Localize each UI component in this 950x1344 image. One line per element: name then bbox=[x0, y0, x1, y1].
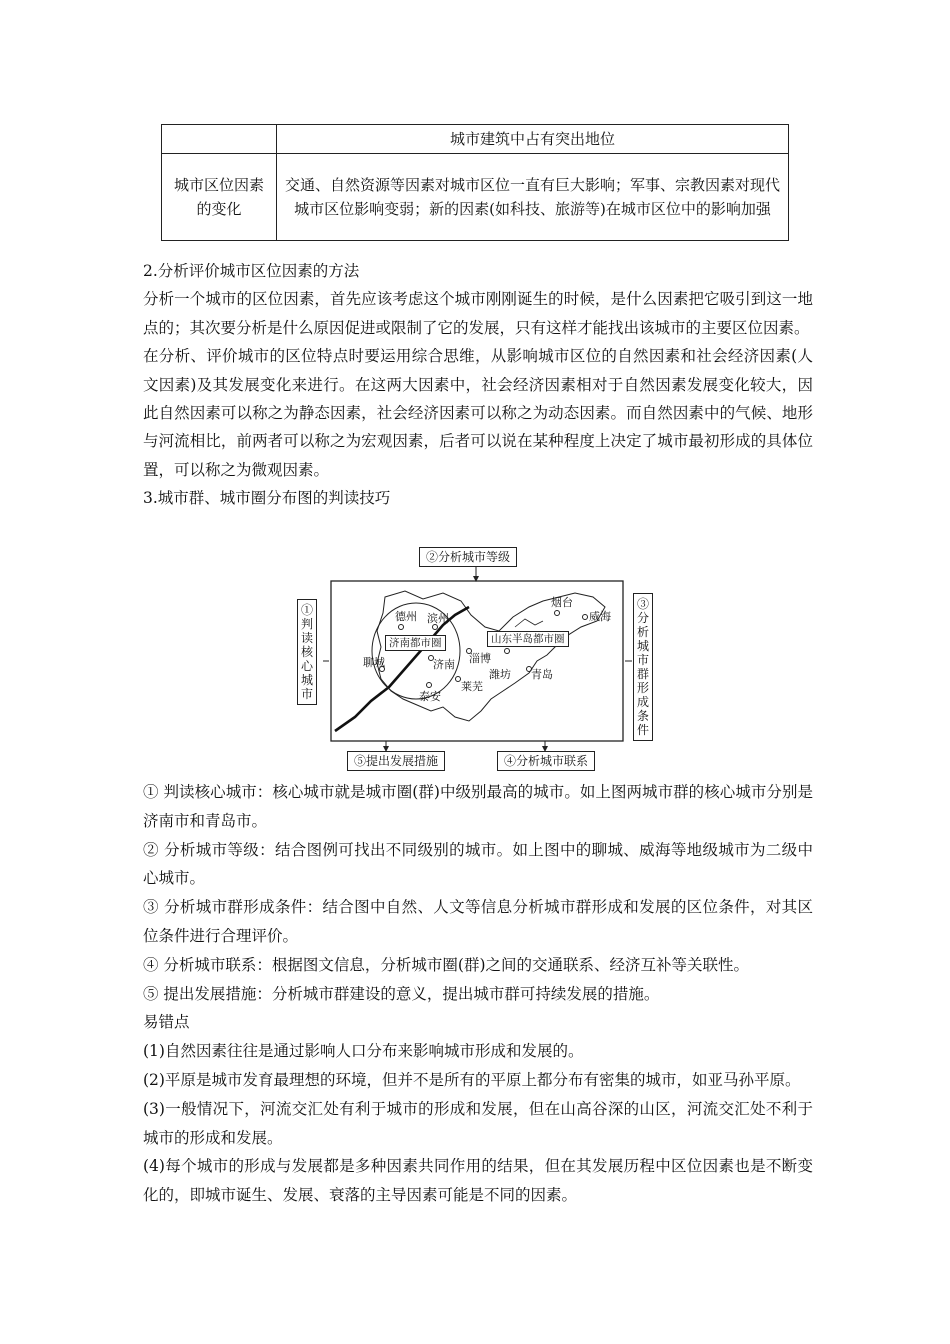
table-cell: 城市区位因素的变化 bbox=[162, 154, 277, 241]
step-item: ① 判读核心城市：核心城市就是城市圈(群)中级别最高的城市。如上图两城市群的核心城市分别是济南市和青岛市。 bbox=[143, 783, 813, 830]
table-cell bbox=[162, 125, 277, 154]
table-cell: 交通、自然资源等因素对城市区位一直有巨大影响；军事、宗教因素对现代城市区位影响变弱；新的因素(如科技、旅游等)在城市区位中的影响加强 bbox=[277, 154, 789, 241]
city-location-table bbox=[161, 124, 789, 241]
error-item: (1)自然因素往往是通过影响人口分布来影响城市形成和发展的。 bbox=[143, 1042, 584, 1061]
jinan-region-label: 济南都市圈 bbox=[385, 635, 446, 651]
section-heading: 2.分析评价城市区位因素的方法 bbox=[143, 262, 360, 280]
error-item: (3)一般情况下，河流交汇处有利于城市的形成和发展，但在山高谷深的山区，河流交汇处不利于城市的形成和发展。 bbox=[143, 1099, 813, 1147]
city-label: 淄博 bbox=[469, 652, 491, 665]
shandong-peninsula-region-label: 山东半岛都市圈 bbox=[487, 631, 569, 647]
city-label: 威海 bbox=[589, 610, 611, 623]
paragraph: 分析一个城市的区位因素，首先应该考虑这个城市刚刚诞生的时候，是什么因素把它吸引到这一地点的；其次要分析是什么原因促进或限制了它的发展，只有这样才能找出该城市的主要区位因素。 bbox=[143, 290, 813, 337]
city-label: 德州 bbox=[395, 610, 417, 623]
development-measures-box: ⑤提出发展措施 bbox=[347, 751, 445, 771]
core-city-box: ①判读核心城市 bbox=[297, 599, 317, 705]
city-label: 潍坊 bbox=[489, 668, 511, 681]
analyze-level-box: ②分析城市等级 bbox=[419, 547, 517, 567]
city-links-box: ④分析城市联系 bbox=[497, 751, 595, 771]
city-label: 青岛 bbox=[531, 668, 553, 681]
city-label: 聊城 bbox=[363, 656, 385, 669]
paragraph: 在分析、评价城市的区位特点时要运用综合思维，从影响城市区位的自然因素和社会经济因素(人文因素)及其发展变化来进行。在这两大因素中，社会经济因素相对于自然因素发展变化较大，因此自然因素可以称之为静态因素，社会经济因素可以称之为动态因素。而自然因素中的气候、地形与河流相比，前两者可以称之为宏观因素，后者可以说在某种程度上决定了城市最初形成的具体位置，可以称之为微观因素。 bbox=[143, 347, 813, 479]
city-label: 莱芜 bbox=[461, 680, 483, 693]
step-item: ④ 分析城市联系：根据图文信息，分析城市圈(群)之间的交通联系、经济互补等关联性。 bbox=[143, 955, 750, 974]
steps-and-errors bbox=[143, 778, 813, 1210]
errors-heading: 易错点 bbox=[143, 1013, 190, 1032]
section-2 bbox=[143, 257, 813, 513]
step-item: ⑤ 提出发展措施：分析城市群建设的意义，提出城市群可持续发展的措施。 bbox=[143, 984, 660, 1003]
step-item: ③ 分析城市群形成条件：结合图中自然、人文等信息分析城市群形成和发展的区位条件，对其区位条件进行合理评价。 bbox=[143, 898, 813, 945]
city-label: 烟台 bbox=[551, 596, 573, 609]
table-row bbox=[162, 154, 789, 241]
section-heading: 3.城市群、城市圈分布图的判读技巧 bbox=[143, 489, 391, 508]
city-label: 滨州 bbox=[427, 612, 449, 625]
table-cell: 城市建筑中占有突出地位 bbox=[277, 125, 789, 154]
error-item: (2)平原是城市发育最理想的环境，但并不是所有的平原上都分布有密集的城市，如亚马孙平原。 bbox=[143, 1070, 801, 1089]
error-item: (4)每个城市的形成与发展都是多种因素共同作用的结果，但在其发展历程中区位因素也是不断变化的，即城市诞生、发展、衰落的主导因素可能是不同的因素。 bbox=[143, 1157, 813, 1205]
city-cluster-figure bbox=[293, 541, 663, 773]
formation-conditions-box: ③分析城市群形成条件 bbox=[633, 593, 653, 741]
city-label: 泰安 bbox=[419, 690, 441, 703]
city-label: 济南 bbox=[433, 658, 455, 671]
table-row bbox=[162, 125, 789, 154]
step-item: ② 分析城市等级：结合图例可找出不同级别的城市。如上图中的聊城、威海等地级城市为二级中心城市。 bbox=[143, 840, 813, 888]
